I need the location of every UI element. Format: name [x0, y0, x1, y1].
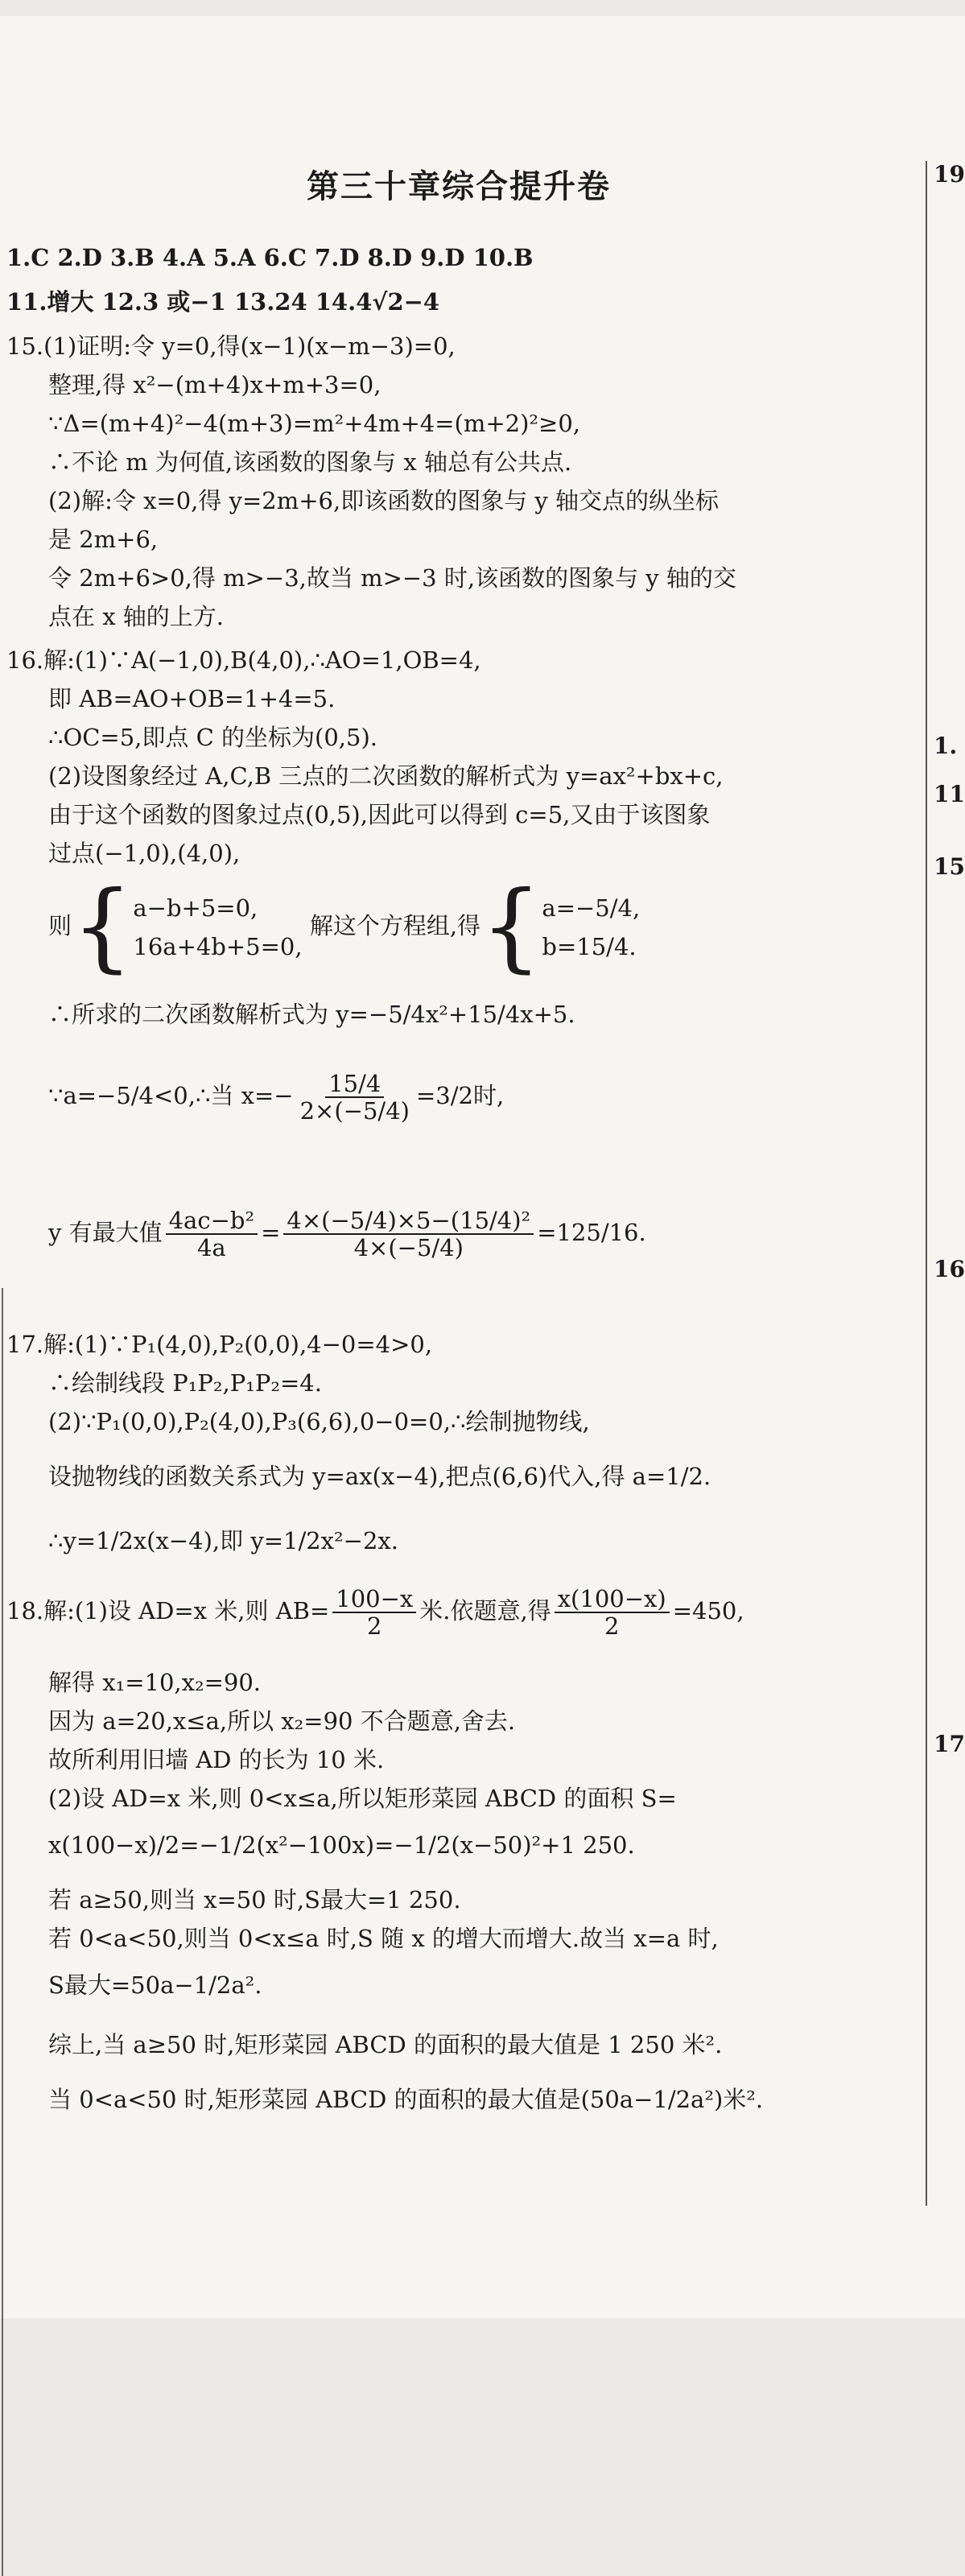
q16-vertex-lhs: ∵a=−5/4<0,∴当 x=− [48, 1082, 294, 1109]
q17-line: (2)∵P₁(0,0),P₂(4,0),P₃(6,6),0−0=0,∴绘制抛物线, [48, 1408, 590, 1435]
q15-line: 整理,得 x²−(m+4)x+m+3=0, [48, 371, 381, 398]
fraction [297, 1071, 413, 1124]
page-title: 第三十章综合提升卷 [307, 168, 611, 205]
edge-label: 15 [934, 853, 965, 880]
q16-line: 由于这个函数的图象过点(0,5),因此可以得到 c=5,又由于该图象 [48, 801, 711, 828]
q15-line: 点在 x 轴的上方. [48, 603, 225, 630]
left-brace: { [480, 871, 542, 983]
q17-line: ∴绘制线段 P₁P₂,P₁P₂=4. [48, 1369, 322, 1397]
q15-line: 令 2m+6>0,得 m>−3,故当 m>−3 时,该函数的图象与 y 轴的交 [48, 564, 736, 592]
answers-row-1: 1.C 2.D 3.B 4.A 5.A 6.C 7.D 8.D 9.D 10.B [6, 244, 534, 271]
denominator: 4×(−5/4) [353, 1234, 464, 1261]
q18-text: 米.依题意,得 [419, 1597, 551, 1624]
q16-system [48, 869, 640, 982]
denominator: 2×(−5/4) [299, 1097, 410, 1125]
q16-line: 过点(−1,0),(4,0), [48, 840, 241, 867]
edge-label: 11 [934, 781, 965, 807]
q18-line: 若 a≥50,则当 x=50 时,S最大=1 250. [48, 1886, 461, 1913]
eq1: a−b+5=0, [133, 894, 258, 922]
numerator: 100−x [332, 1586, 416, 1613]
q15-line: 15.(1)证明:令 y=0,得(x−1)(x−m−3)=0, [6, 332, 456, 360]
left-brace: { [72, 871, 134, 983]
q16-line: 16.解:(1)∵A(−1,0),B(4,0),∴AO=1,OB=4, [6, 646, 481, 674]
q18-line: x(100−x)/2=−1/2(x²−100x)=−1/2(x−50)²+1 250. [48, 1831, 635, 1859]
q17-line: 17.解:(1)∵P₁(4,0),P₂(0,0),4−0=4>0, [6, 1331, 433, 1358]
edge-label: 16 [934, 1256, 965, 1282]
q16-line: (2)设图象经过 A,C,B 三点的二次函数的解析式为 y=ax²+bx+c, [48, 762, 724, 790]
q18-line: 因为 a=20,x≤a,所以 x₂=90 不合题意,舍去. [48, 1707, 516, 1735]
denominator: 2 [604, 1612, 620, 1640]
q16-then: 则 [48, 912, 72, 939]
answers-row-2: 11.增大 12.3 或−1 13.24 14.4√2−4 [6, 288, 440, 316]
q16-line: 即 AB=AO+OB=1+4=5. [48, 685, 336, 712]
numerator: 15/4 [325, 1071, 384, 1098]
sol-b: b=15/4. [542, 933, 637, 960]
q18-line: S最大=50a−1/2a². [48, 1971, 262, 1999]
q15-line: ∵Δ=(m+4)²−4(m+3)=m²+4m+4=(m+2)²≥0, [48, 410, 581, 437]
fraction [555, 1586, 670, 1639]
denominator: 2 [367, 1612, 382, 1640]
q17-line: 设抛物线的函数关系式为 y=ax(x−4),把点(6,6)代入,得 a=1/2. [48, 1463, 711, 1490]
q15-line: ∴不论 m 为何值,该函数的图象与 x 轴总有公共点. [48, 448, 572, 476]
q15-line: (2)解:令 x=0,得 y=2m+6,即该函数的图象与 y 轴交点的纵坐标 [48, 487, 720, 514]
numerator: x(100−x) [555, 1586, 670, 1613]
q18-line: 当 0<a<50 时,矩形菜园 ABCD 的面积的最大值是(50a−1/2a²)米². [48, 2086, 764, 2113]
numerator: 4ac−b² [166, 1208, 258, 1235]
q18-line: 解得 x₁=10,x₂=90. [48, 1669, 262, 1696]
fraction [332, 1586, 416, 1639]
fraction [283, 1208, 534, 1261]
q18-line: 综上,当 a≥50 时,矩形菜园 ABCD 的面积的最大值是 1 250 米². [48, 2031, 723, 2058]
sol-a: a=−5/4, [542, 894, 641, 922]
edge-label: 17 [934, 1731, 965, 1757]
q16-line: ∴OC=5,即点 C 的坐标为(0,5). [48, 724, 377, 751]
q16-max-label: y 有最大值 [48, 1219, 163, 1246]
denominator: 4a [196, 1234, 226, 1261]
eq2: 16a+4b+5=0, [133, 933, 303, 960]
q16-max-value: =125/16. [537, 1219, 646, 1246]
q18-line [6, 1586, 744, 1639]
edge-label: 19 [934, 161, 965, 188]
q16-solve: 解这个方程组,得 [309, 912, 481, 939]
q16-vertex-rhs: =3/2时, [415, 1082, 505, 1109]
numerator: 4×(−5/4)×5−(15/4)² [283, 1208, 534, 1235]
column-divider [926, 161, 927, 2206]
q16-max: y 有最大值 $\frac{\text{4ac−b²}}{4a}$ = $\frac{\text{4×(−5/4)×5−(15/4)²}}{4\times(-5/4)}$ =125/16. [48, 1207, 646, 1261]
q18-eq: =450, [672, 1597, 744, 1624]
q18-line: (2)设 AD=x 米,则 0<x≤a,所以矩形菜园 ABCD 的面积 S= [48, 1785, 677, 1812]
left-margin-line [2, 1288, 3, 2576]
q16-line: ∴所求的二次函数解析式为 y=−5/4x²+15/4x+5. [48, 1001, 575, 1028]
edge-label: 1. [934, 733, 958, 759]
q18-line: 故所利用旧墙 AD 的长为 10 米. [48, 1746, 385, 1773]
q18-line: 若 0<a<50,则当 0<x≤a 时,S 随 x 的增大而增大.故当 x=a 时, [48, 1925, 719, 1952]
q15-line: 是 2m+6, [48, 526, 159, 553]
q16-vertex [48, 1071, 504, 1124]
q17-line: ∴y=1/2x(x−4),即 y=1/2x²−2x. [48, 1527, 398, 1554]
q18-start: 18.解:(1)设 AD=x 米,则 AB= [6, 1597, 330, 1624]
fraction [166, 1208, 258, 1261]
